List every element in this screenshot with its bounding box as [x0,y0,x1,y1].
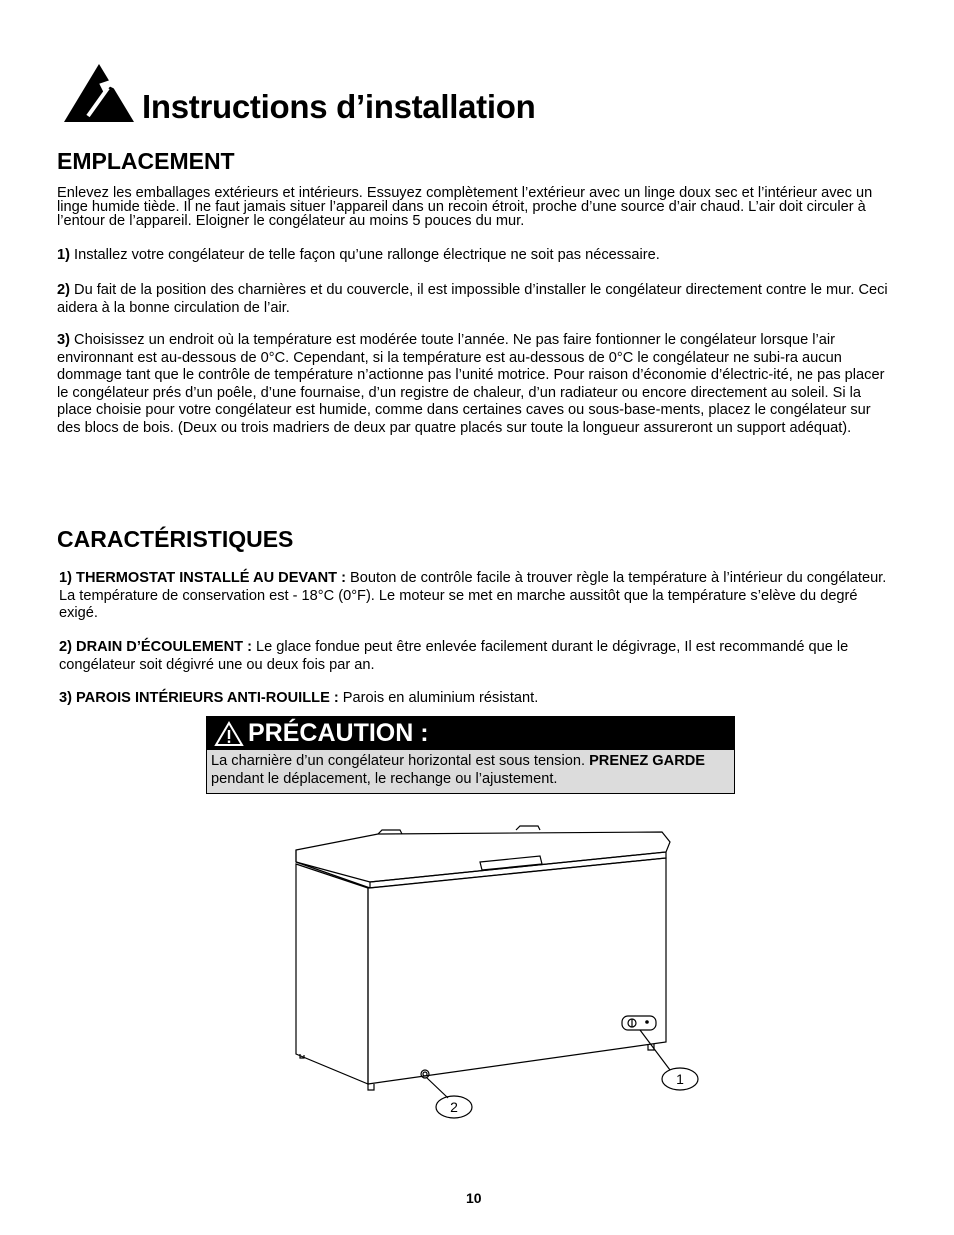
chest-freezer-illustration [270,822,710,1132]
page-title: Instructions d’installation [142,88,536,125]
caution-emphasis: PRENEZ GARDE [589,753,706,769]
feature-label: 1) THERMOSTAT INSTALLÉ AU DEVANT : [59,570,346,586]
feature-text: Bouton de contrôle facile à trouver règle la température à l’intérieur du congélateur. La température de conservation est - 18°C (0°F). Le moteur se met en marche aussitôt que la température s’elève du degré exigé. [59,570,887,621]
caution-text: La charnière d’un congélateur horizontal est sous tension. PRENEZ GARDE pendant le déplacement, le rechange ou l’ajustement. [211,753,706,787]
caution-box [206,716,735,794]
emplacement-heading: EMPLACEMENT [57,148,235,174]
callout-2: 2 [450,1099,458,1115]
feature-drain [59,639,897,674]
item-text: Installez votre congélateur de telle façon qu’une rallonge électrique ne soit pas nécessaire. [69,247,660,263]
item-number: 1) [57,247,70,263]
feature-thermostat [59,570,897,623]
feature-label: 2) DRAIN D’ÉCOULEMENT : [59,639,252,655]
hammer-warning-icon [62,62,136,124]
feature-label: 3) PAROIS INTÉRIEURS ANTI-ROUILLE : [59,690,339,706]
item-text: Choisissez un endroit où la température est modérée toute l’année. Ne pas faire fontionner le congélateur lorsque l’air environnant est au-dessous de 0°C. Cependant, si la température est au-dessous de 0°C le congélateur ne subi-ra aucun dommage tant que le contrôle de température n’actionne pas l’unité motrice. Pour raison d’économie d’électric-ité, ne pas placer le congélateur prés d’un poêle, d’une fournaise, d’un registre de chaleur, d’un radiateur ou encore directement au soleil. Si la place choisie pour votre congélateur est humide, comme dans certaines caves ou sous-base-ments, placez le congélateur sur des blocs de bois. (Deux ou trois madriers de deux par quatre placés sur toute la longueur assureront un support adéquat). [57,332,885,436]
emplacement-item-3 [57,332,897,437]
feature-text: Parois en aluminium résistant. [338,690,539,706]
emplacement-item-1 [57,247,897,265]
caution-header [207,717,734,750]
item-text: Du fait de la position des charnières et du couvercle, il est impossible d’installer le congélateur directement contre le mur. Ceci aidera à la bonne circulation de l’air. [57,282,888,316]
callout-1: 1 [676,1071,684,1087]
feature-text: Le glace fondue peut être enlevée facilement durant le dégivrage, Il est recommandé que le congélateur soit dégivré une ou deux fois par an. [59,639,849,673]
item-number: 3) [57,332,70,348]
feature-parois [59,690,897,708]
item-number: 2) [57,282,70,298]
emplacement-item-2 [57,282,897,317]
warning-triangle-icon [214,721,244,747]
page-number: 10 [466,1190,482,1206]
caracteristiques-heading: CARACTÉRISTIQUES [57,526,294,552]
emplacement-intro: Enlevez les emballages extérieurs et intérieurs. Essuyez complètement l’extérieur avec un linge doux sec et l’intérieur avec un linge humide tiède. Il ne faut jamais situer l’appareil dans un recoin étroit, proche d’une source d’air chaud. L’air doit circuler à l’entour de l’appareil. Eloigner le congélateur au moins 5 pouces du mur. [57,185,873,229]
caution-title: PRÉCAUTION : [248,719,429,747]
